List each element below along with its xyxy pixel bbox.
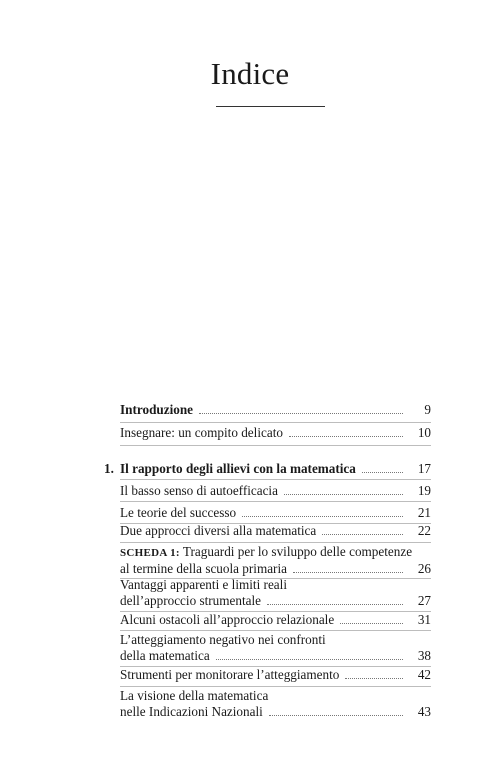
toc-entry-title-line1: Vantaggi apparenti e limiti reali — [120, 577, 287, 592]
dot-leader — [340, 623, 403, 624]
dot-leader — [199, 413, 403, 414]
toc-entry-page: 10 — [417, 425, 431, 440]
toc-entry-page: 42 — [417, 667, 431, 682]
toc-entry-ostacoli[interactable] — [120, 612, 431, 628]
page-title: Indice — [210, 56, 290, 91]
toc-entry-insegnare[interactable] — [120, 425, 431, 441]
dot-leader — [362, 472, 403, 473]
toc-entry-page: 22 — [417, 523, 431, 538]
toc-entry-title: Due approcci diversi alla matematica — [120, 523, 317, 538]
toc-entry-page: 17 — [417, 461, 431, 476]
dot-leader — [289, 436, 403, 437]
toc-entry-vantaggi[interactable] — [120, 577, 431, 609]
dot-leader — [345, 678, 403, 679]
toc-entry-title: Le teorie del successo — [120, 505, 237, 520]
toc-entry-title-line1: Traguardi per lo sviluppo delle competenze — [182, 544, 413, 559]
toc-entry-strumenti[interactable] — [120, 667, 431, 683]
toc-entry-title-line2: nelle Indicazioni Nazionali — [120, 704, 263, 719]
toc-entry-title-line2: dell’approccio strumentale — [120, 593, 261, 608]
toc-entry-page: 21 — [417, 505, 431, 520]
toc-entry-page: 27 — [417, 593, 431, 608]
toc-entry-title: Alcuni ostacoli all’approccio relazionale — [120, 612, 335, 627]
toc-entry-atteggiamento-negativo[interactable] — [120, 632, 431, 664]
dot-leader — [269, 715, 403, 716]
toc-entry-autoefficacia[interactable] — [120, 483, 431, 499]
entry-divider — [120, 422, 431, 423]
entry-divider — [120, 630, 431, 631]
toc-entry-page: 38 — [417, 648, 431, 663]
toc-entry-title-line2: al termine della scuola primaria — [120, 561, 287, 576]
dot-leader — [293, 572, 403, 573]
toc-entry-title-line1: L’atteggiamento negativo nei confronti — [120, 632, 326, 647]
toc-entry-introduzione[interactable] — [120, 402, 431, 418]
dot-leader — [322, 534, 403, 535]
dot-leader — [216, 659, 403, 660]
toc-entry-page: 43 — [417, 704, 431, 719]
toc-entry-teorie-successo[interactable] — [120, 505, 431, 521]
dot-leader — [267, 604, 403, 605]
chapter-number: 1. — [104, 461, 114, 476]
toc-entry-title: Strumenti per monitorare l’atteggiamento — [120, 667, 340, 682]
toc-entry-page: 9 — [424, 402, 431, 417]
toc-entry-title-line2: della matematica — [120, 648, 210, 663]
dot-leader — [284, 494, 403, 495]
entry-divider — [120, 479, 431, 480]
toc-entry-chapter-1[interactable] — [104, 461, 431, 477]
toc-entry-page: 31 — [417, 612, 431, 627]
toc-entry-due-approcci[interactable] — [120, 523, 431, 539]
toc-entry-title: Insegnare: un compito delicato — [120, 425, 283, 440]
entry-divider — [120, 542, 431, 543]
toc-entry-visione[interactable] — [120, 688, 431, 720]
toc-entry-title-line1: La visione della matematica — [120, 688, 269, 703]
entry-divider — [120, 445, 431, 446]
entry-divider — [120, 501, 431, 502]
dot-leader — [242, 516, 403, 517]
toc-entry-title: Il basso senso di autoefficacia — [120, 483, 278, 498]
toc-entry-title: Introduzione — [120, 402, 194, 417]
toc-entry-title: Il rapporto degli allievi con la matematica — [120, 461, 356, 476]
entry-divider — [120, 686, 431, 687]
title-divider — [216, 106, 325, 107]
toc-entry-page: 19 — [417, 483, 431, 498]
scheda-label: SCHEDA 1: — [120, 547, 180, 559]
toc-entry-page: 26 — [417, 561, 431, 576]
toc-entry-scheda-1[interactable] — [120, 544, 431, 577]
